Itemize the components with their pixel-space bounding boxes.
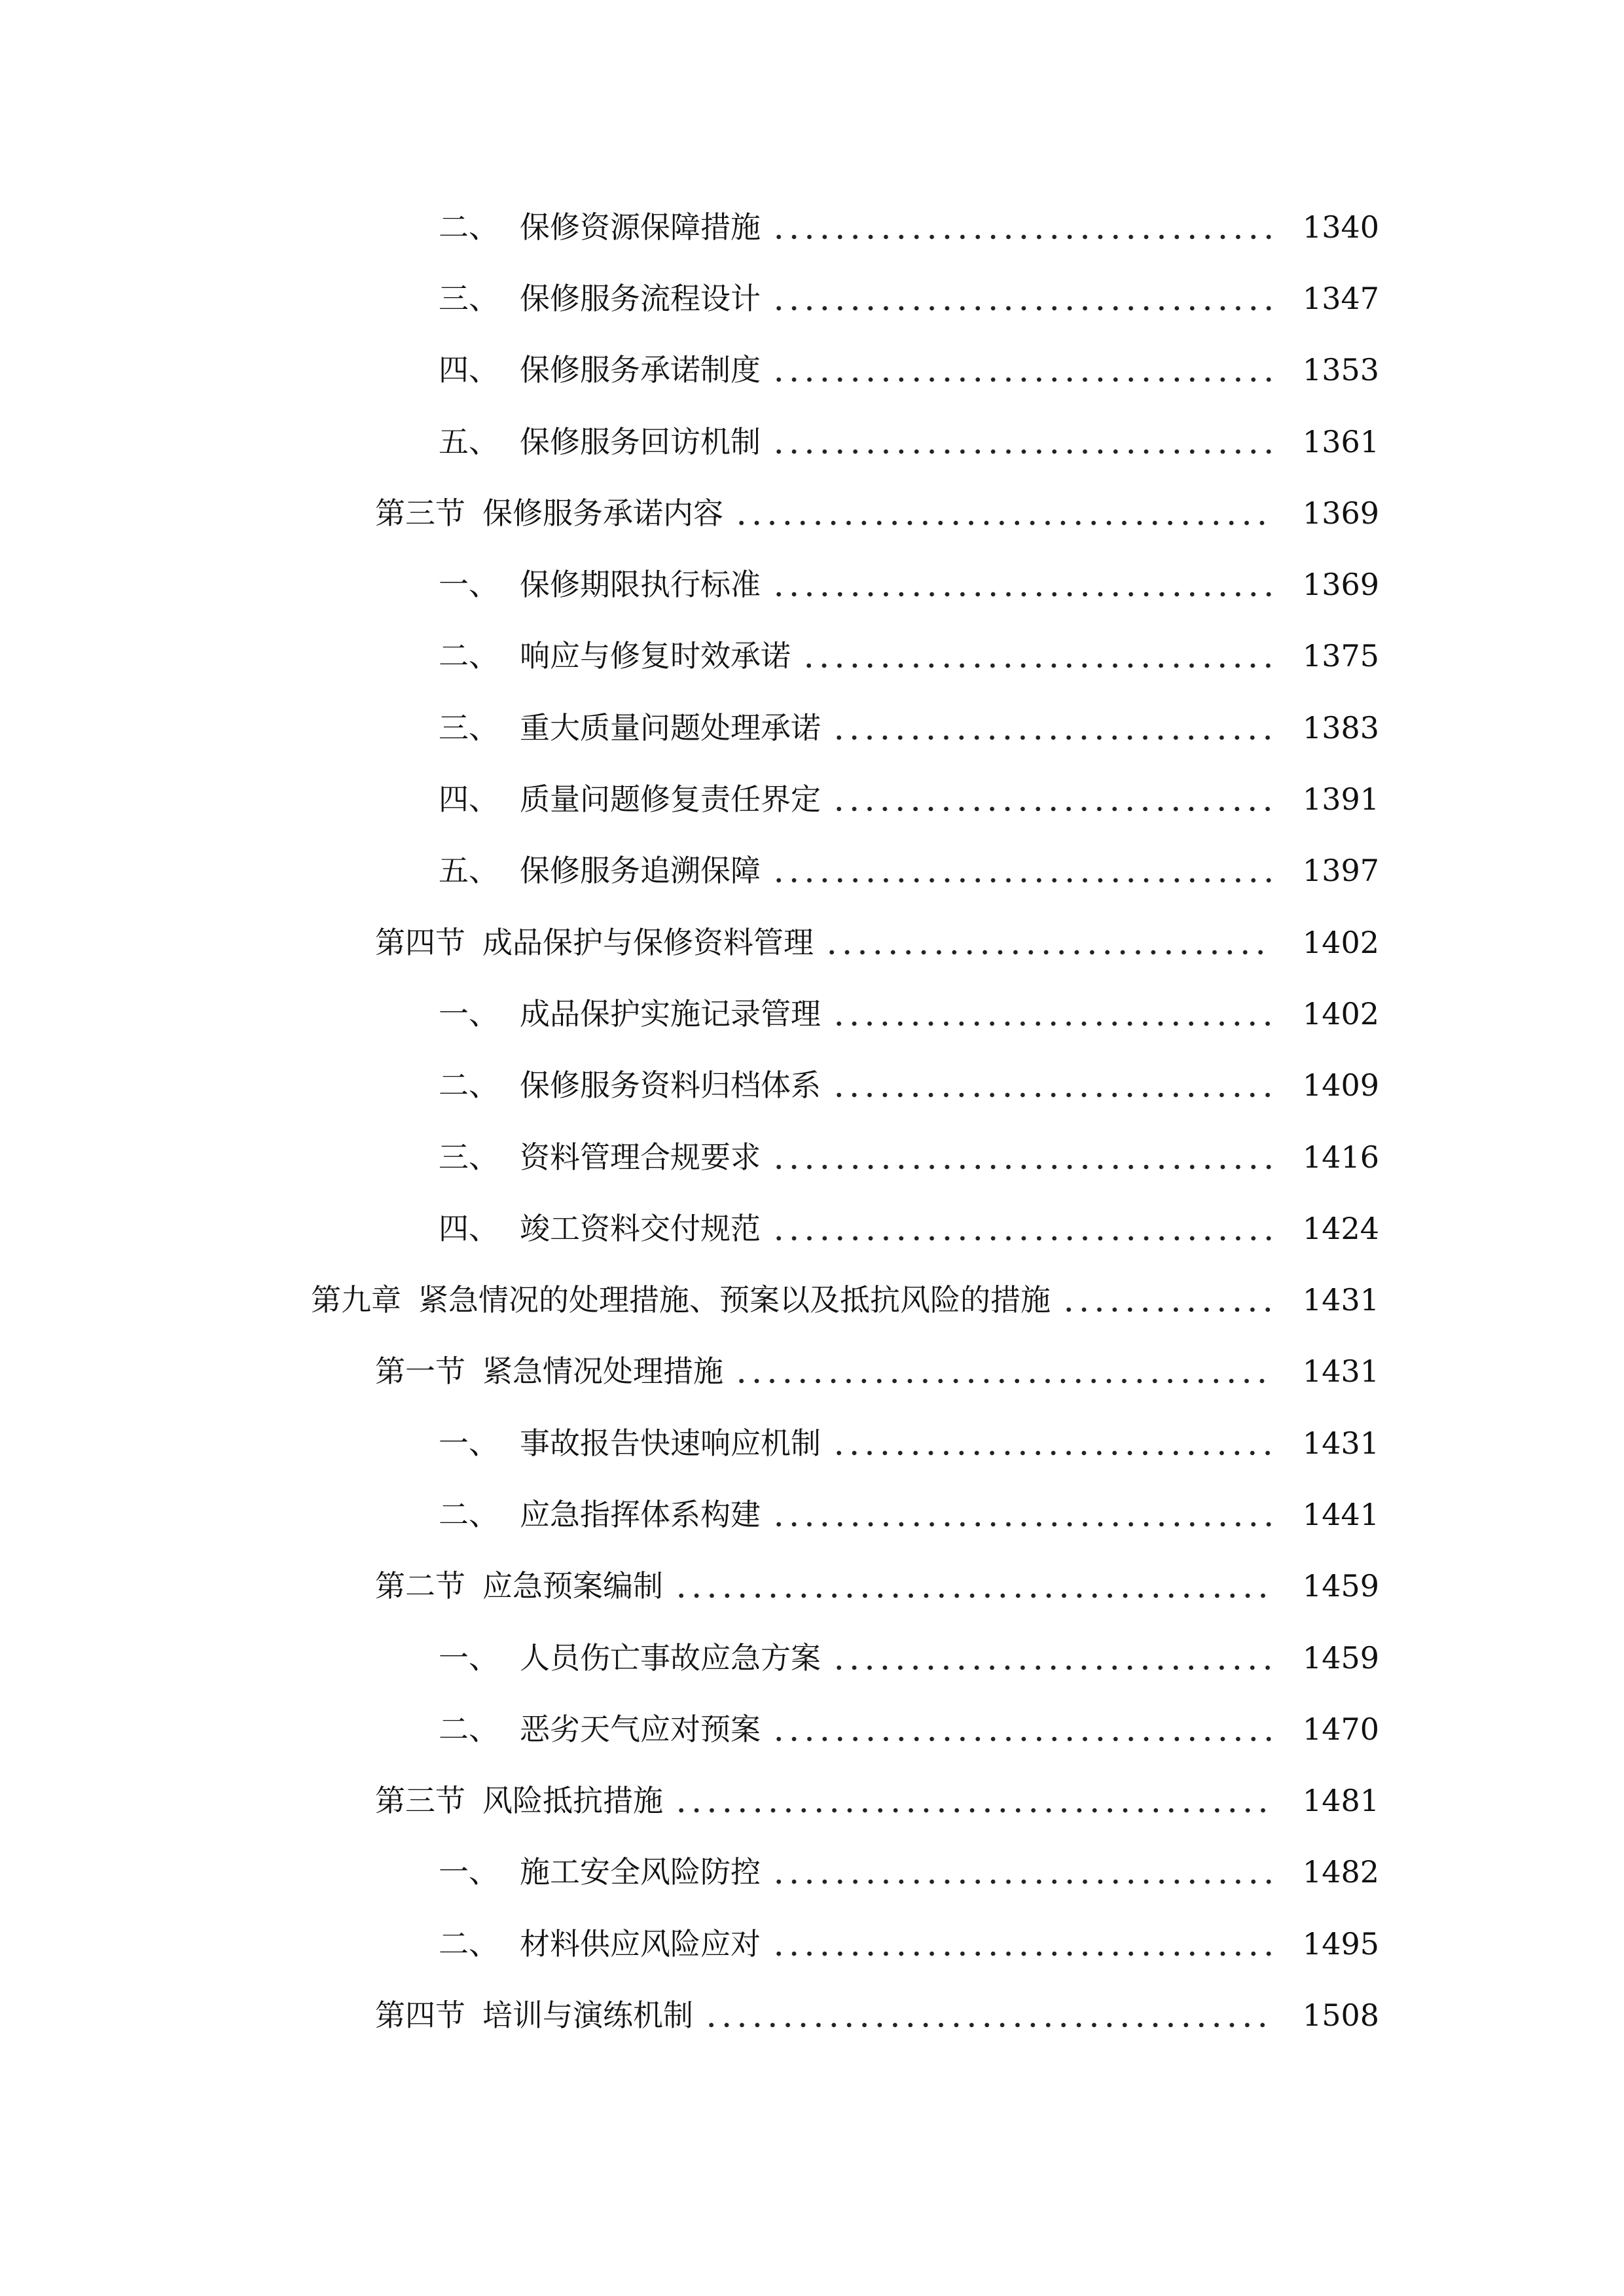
toc-entry-page: 1375 (1302, 638, 1379, 674)
toc-entry-page: 1369 (1302, 567, 1379, 603)
toc-entry-title: 成品保护与保修资料管理 (482, 924, 814, 960)
toc-entry-number: 第二节 (375, 1568, 465, 1604)
toc-entry-title: 竣工资料交付规范 (520, 1210, 761, 1246)
toc-entry-number: 五、 (439, 853, 499, 889)
dot-leader (831, 735, 1273, 740)
toc-entry-page: 1459 (1302, 1640, 1379, 1676)
dot-leader (831, 1450, 1273, 1456)
dot-leader (771, 1236, 1273, 1241)
toc-entry[interactable] (0, 835, 1624, 906)
toc-entry-title: 保修服务资料归档体系 (520, 1067, 821, 1103)
toc-entry-number: 四、 (439, 1210, 499, 1246)
toc-entry-number: 二、 (439, 1926, 499, 1962)
dot-leader (674, 1593, 1273, 1598)
toc-entry-page: 1481 (1302, 1783, 1379, 1819)
toc-entry-title: 资料管理合规要求 (520, 1139, 761, 1175)
toc-entry-title: 保修期限执行标准 (520, 567, 761, 603)
dot-leader (734, 520, 1273, 526)
toc-entry-page: 1383 (1302, 709, 1379, 745)
toc-entry-title: 人员伤亡事故应急方案 (520, 1640, 821, 1676)
toc-entry-number: 一、 (439, 1854, 499, 1890)
dot-leader (771, 592, 1273, 597)
toc-entry-page: 1482 (1302, 1854, 1379, 1890)
toc-entry[interactable] (0, 620, 1624, 692)
dot-leader (831, 806, 1273, 812)
toc-entry-section[interactable] (0, 477, 1624, 548)
toc-entry-title: 保修服务流程设计 (520, 280, 761, 316)
toc-entry-number: 五、 (439, 423, 499, 459)
toc-entry-page: 1340 (1302, 209, 1379, 245)
toc-entry-page: 1402 (1302, 924, 1379, 960)
toc-entry-section[interactable] (0, 1979, 1624, 2051)
toc-entry-number: 一、 (439, 1425, 499, 1461)
dot-leader (801, 663, 1273, 668)
toc-entry-page: 1353 (1302, 352, 1379, 388)
toc-entry-number: 二、 (439, 1067, 499, 1103)
toc-entry-title: 重大质量问题处理承诺 (520, 709, 821, 745)
toc-entry[interactable] (0, 763, 1624, 834)
toc-entry[interactable] (0, 1193, 1624, 1264)
toc-entry-number: 二、 (439, 1711, 499, 1747)
dot-leader (771, 377, 1273, 382)
toc-entry-page: 1495 (1302, 1926, 1379, 1962)
toc-entry-page: 1416 (1302, 1139, 1379, 1175)
toc-entry-title: 恶劣天气应对预案 (520, 1711, 761, 1747)
toc-entry-title: 紧急情况处理措施 (482, 1354, 723, 1390)
toc-entry[interactable] (0, 191, 1624, 262)
toc-entry-number: 二、 (439, 1496, 499, 1532)
dot-leader (704, 2022, 1273, 2028)
toc-entry-title: 材料供应风险应对 (520, 1926, 761, 1962)
toc-entry[interactable] (0, 1622, 1624, 1693)
dot-leader (771, 449, 1273, 454)
dot-leader (771, 234, 1273, 240)
toc-entry-page: 1369 (1302, 495, 1379, 531)
dot-leader (831, 1665, 1273, 1670)
toc-entry[interactable] (0, 406, 1624, 477)
toc-entry-page: 1508 (1302, 1998, 1379, 2034)
toc-entry-title: 应急预案编制 (482, 1568, 663, 1604)
toc-entry-page: 1424 (1302, 1210, 1379, 1246)
toc-entry-chapter[interactable] (0, 1264, 1624, 1335)
toc-entry-title: 应急指挥体系构建 (520, 1496, 761, 1532)
toc-entry-page: 1431 (1302, 1425, 1379, 1461)
toc-entry-number: 四、 (439, 352, 499, 388)
toc-entry-title: 保修服务回访机制 (520, 423, 761, 459)
dot-leader (771, 1164, 1273, 1170)
toc-entry-page: 1431 (1302, 1282, 1379, 1318)
dot-leader (1061, 1307, 1273, 1312)
toc-entry-page: 1431 (1302, 1354, 1379, 1390)
toc-entry-title: 保修服务承诺制度 (520, 352, 761, 388)
toc-entry-title: 风险抵抗措施 (482, 1783, 663, 1819)
toc-entry-number: 第九章 (311, 1282, 401, 1318)
toc-entry-title: 质量问题修复责任界定 (520, 781, 821, 817)
dot-leader (771, 306, 1273, 311)
dot-leader (771, 1522, 1273, 1527)
toc-entry[interactable] (0, 1050, 1624, 1121)
toc-entry-page: 1409 (1302, 1067, 1379, 1103)
toc-entry-page: 1441 (1302, 1496, 1379, 1532)
toc-entry-number: 四、 (439, 781, 499, 817)
toc-entry[interactable] (0, 1908, 1624, 1979)
toc-entry-number: 一、 (439, 996, 499, 1031)
toc-entry-title: 响应与修复时效承诺 (520, 638, 791, 674)
toc-entry-title: 保修资源保障措施 (520, 209, 761, 245)
dot-leader (771, 878, 1273, 883)
toc-entry[interactable] (0, 262, 1624, 334)
toc-entry-page: 1402 (1302, 996, 1379, 1031)
toc-entry-title: 保修服务追溯保障 (520, 853, 761, 889)
toc-entry-number: 三、 (439, 709, 499, 745)
toc-entry-title: 培训与演练机制 (482, 1998, 693, 2034)
toc-entry-number: 三、 (439, 1139, 499, 1175)
dot-leader (831, 1092, 1273, 1098)
toc-entry-number: 二、 (439, 638, 499, 674)
toc-entry-title: 成品保护实施记录管理 (520, 996, 821, 1031)
toc-entry-number: 第三节 (375, 495, 465, 531)
toc-entry-number: 一、 (439, 1640, 499, 1676)
toc-entry-page: 1361 (1302, 423, 1379, 459)
toc-entry[interactable] (0, 1693, 1624, 1765)
toc-entry[interactable] (0, 692, 1624, 763)
toc-entry-number: 第三节 (375, 1783, 465, 1819)
toc-entry[interactable] (0, 1121, 1624, 1193)
toc-entry-title: 施工安全风险防控 (520, 1854, 761, 1890)
dot-leader (771, 1736, 1273, 1742)
toc-entry-page: 1397 (1302, 853, 1379, 889)
dot-leader (674, 1808, 1273, 1813)
dot-leader (831, 1021, 1273, 1026)
toc-entry-page: 1470 (1302, 1711, 1379, 1747)
toc-entry[interactable] (0, 1407, 1624, 1479)
dot-leader (734, 1378, 1273, 1384)
toc-entry-section[interactable] (0, 906, 1624, 978)
toc-entry-section[interactable] (0, 1551, 1624, 1622)
toc-entry-number: 三、 (439, 280, 499, 316)
toc-entry-page: 1459 (1302, 1568, 1379, 1604)
dot-leader (824, 950, 1273, 955)
toc-entry[interactable] (0, 1837, 1624, 1908)
dot-leader (771, 1951, 1273, 1956)
toc-entry-number: 第四节 (375, 924, 465, 960)
toc-entry[interactable] (0, 334, 1624, 406)
toc-entry-title: 事故报告快速响应机制 (520, 1425, 821, 1461)
toc-entry-number: 一、 (439, 567, 499, 603)
toc-entry[interactable] (0, 548, 1624, 620)
toc-entry[interactable] (0, 1479, 1624, 1550)
toc-entry-number: 第四节 (375, 1998, 465, 2034)
toc-entry-title: 紧急情况的处理措施、预案以及抵抗风险的措施 (418, 1282, 1051, 1318)
toc-entry-title: 保修服务承诺内容 (482, 495, 723, 531)
toc-entry-section[interactable] (0, 1336, 1624, 1407)
toc-entry[interactable] (0, 978, 1624, 1049)
toc-entry-page: 1347 (1302, 280, 1379, 316)
dot-leader (771, 1879, 1273, 1884)
table-of-contents (0, 191, 1624, 2051)
toc-entry-section[interactable] (0, 1765, 1624, 1837)
toc-entry-page: 1391 (1302, 781, 1379, 817)
toc-entry-number: 二、 (439, 209, 499, 245)
toc-entry-number: 第一节 (375, 1354, 465, 1390)
